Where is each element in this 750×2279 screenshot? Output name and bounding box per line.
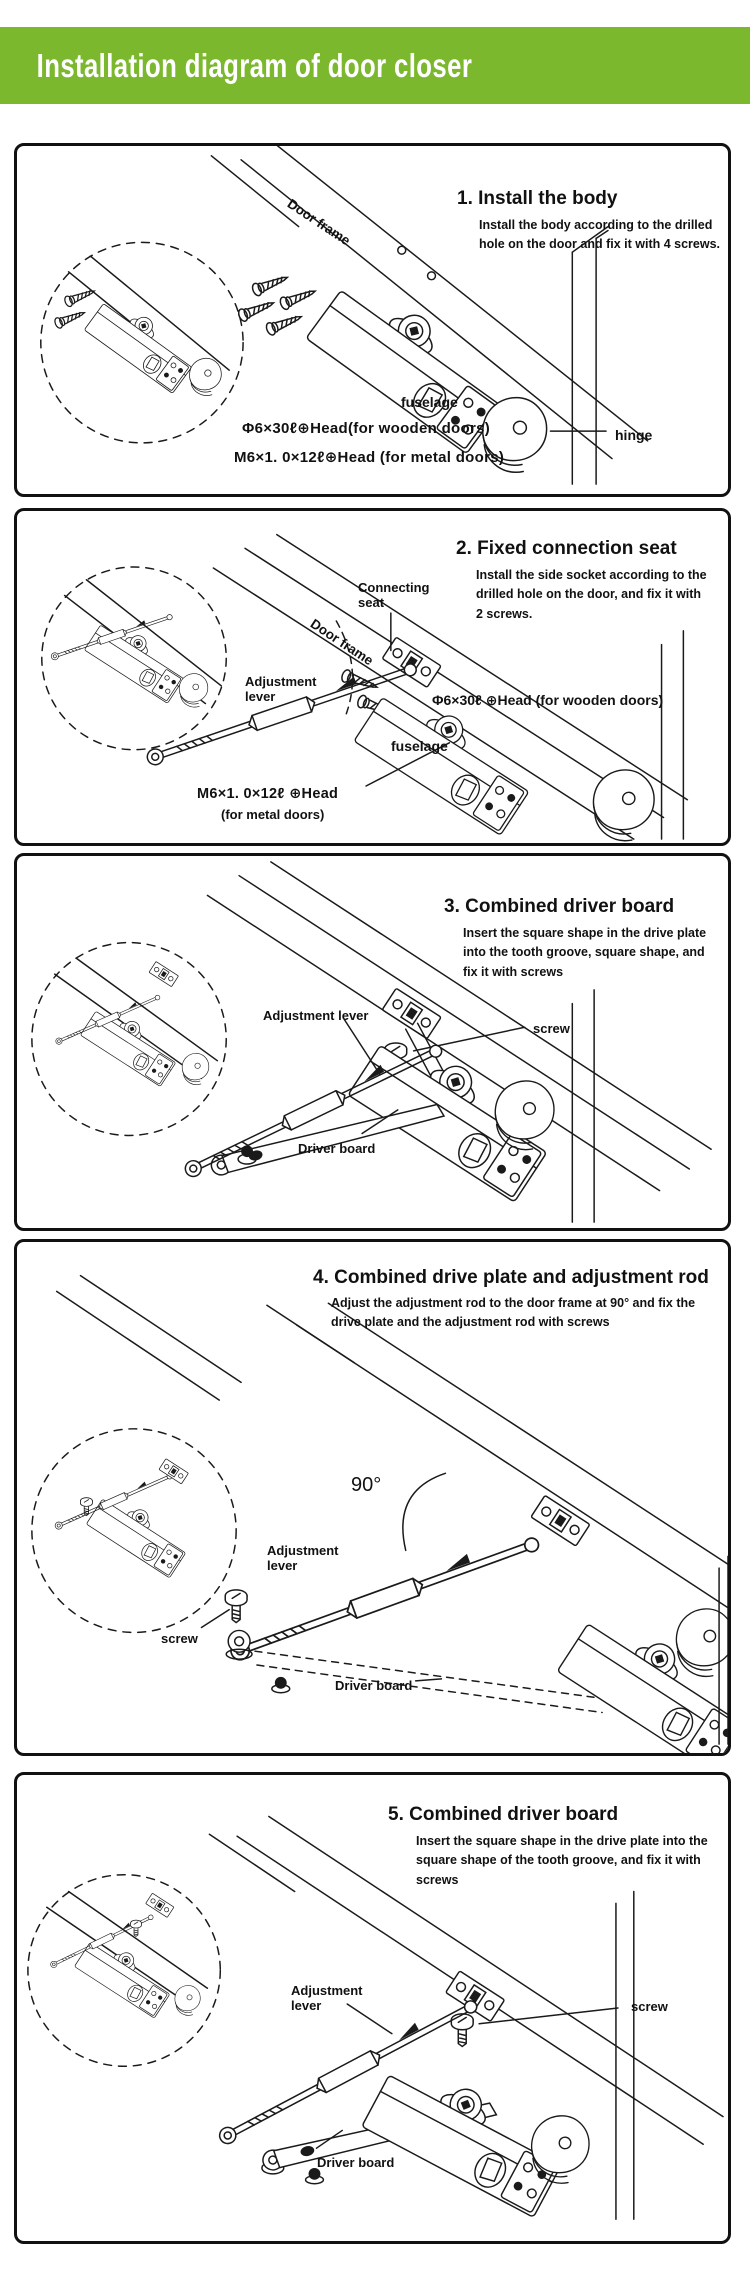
step-description-line: drive plate and the adjustment rod with screws xyxy=(331,1315,610,1330)
step-4-description xyxy=(331,1294,695,1333)
step-2-description xyxy=(476,566,707,624)
label-screw-spec-metal-2: (for metal doors) xyxy=(221,807,325,822)
panel-step-1 xyxy=(14,143,731,497)
step-description-line: drilled hole on the door, and fix it with xyxy=(476,587,701,602)
label-fuselage: fuselage xyxy=(401,394,458,410)
label-screw: screw xyxy=(533,1021,570,1036)
label-adjustment-lever: Adjustment lever xyxy=(267,1543,339,1574)
label-screw-spec-wooden: Φ6×30ℓ ⊕Head (for wooden doors) xyxy=(432,692,664,708)
label-screw-spec-metal: M6×1. 0×12ℓ ⊕Head xyxy=(197,786,339,802)
step-1-title: 1. Install the body xyxy=(457,188,618,209)
step-4-title: 4. Combined drive plate and adjustment rod xyxy=(313,1267,709,1288)
step-2-title: 2. Fixed connection seat xyxy=(456,538,677,559)
label-door-frame: Door frame xyxy=(284,196,354,249)
label-screw-spec-wooden: Φ6×30ℓ⊕Head(for wooden doors) xyxy=(242,420,491,437)
step-description-line: hole on the door and fix it with 4 screws. xyxy=(479,237,721,252)
step-description-line: Install the body according to the drilled xyxy=(479,218,713,232)
step-description-line: Insert the square shape in the drive plate into the xyxy=(416,1834,708,1848)
label-fuselage: fuselage xyxy=(391,738,448,754)
label-screw: screw xyxy=(161,1631,198,1646)
step-description-line: screws xyxy=(416,1872,459,1887)
page-title: Installation diagram of door closer xyxy=(36,46,473,84)
label-door-frame: Door frame xyxy=(307,616,377,669)
step-description-line: fix it with screws xyxy=(463,964,564,979)
panel-step-5 xyxy=(14,1772,731,2244)
step-3-description xyxy=(463,924,706,982)
step-description-line: 2 screws. xyxy=(476,606,533,621)
label-screw-spec-metal: M6×1. 0×12ℓ⊕Head (for metal doors) xyxy=(234,449,505,466)
step-1-description xyxy=(479,216,720,255)
step-3-title: 3. Combined driver board xyxy=(444,896,675,917)
label-adjustment-lever: Adjustment lever xyxy=(245,674,317,705)
step-5-description xyxy=(416,1832,708,1890)
panel-step-3 xyxy=(14,853,731,1231)
step-description-line: Adjust the adjustment rod to the door frame at 90° and fix the xyxy=(331,1296,696,1310)
step-description-line: Install the side socket according to the xyxy=(476,568,707,582)
step-2-illustration xyxy=(17,511,728,843)
label-angle-90: 90° xyxy=(351,1474,382,1496)
label-driver-board: Driver board xyxy=(335,1678,413,1693)
step-5-title: 5. Combined driver board xyxy=(388,1804,619,1825)
label-connecting-seat: Connecting seat xyxy=(358,580,430,611)
step-description-line: into the tooth groove, square shape, and xyxy=(463,945,705,960)
label-screw: screw xyxy=(631,1999,668,2014)
label-hinge: hinge xyxy=(615,427,653,443)
label-adjustment-lever: Adjustment lever xyxy=(263,1008,369,1023)
panel-step-2 xyxy=(14,508,731,846)
label-driver-board: Driver board xyxy=(298,1141,376,1156)
label-adjustment-lever: Adjustment lever xyxy=(291,1983,363,2014)
label-driver-board: Driver board xyxy=(317,2155,395,2170)
panel-step-4 xyxy=(14,1239,731,1756)
step-description-line: Insert the square shape in the drive plate xyxy=(463,926,707,940)
step-description-line: square shape of the tooth groove, and fix it with xyxy=(416,1853,701,1868)
header-banner xyxy=(0,27,750,104)
